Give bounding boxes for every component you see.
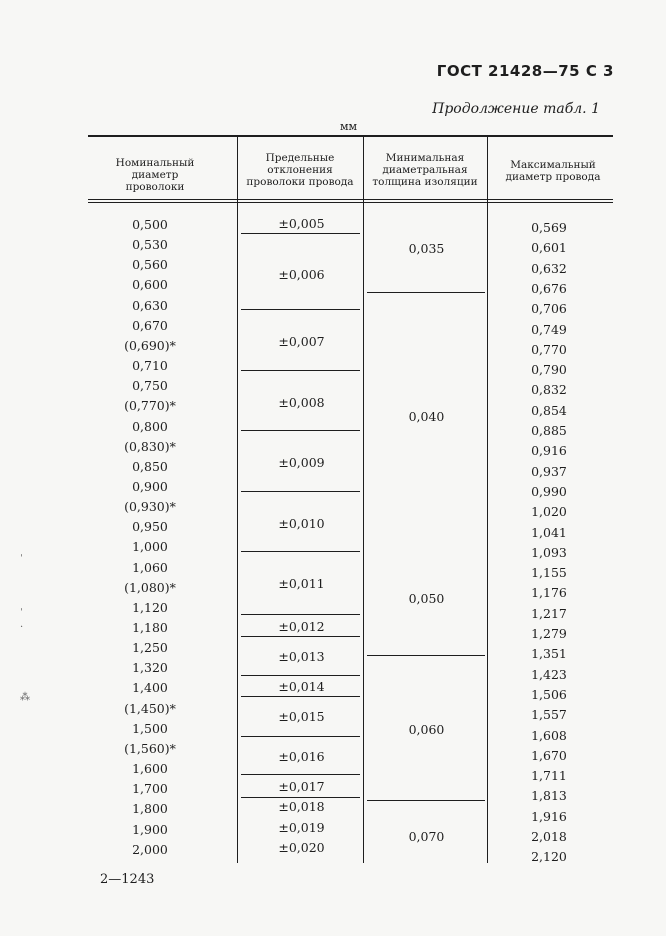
nominal-diameter-cell: 0,600 — [132, 277, 168, 292]
deviation-group-rule — [241, 370, 360, 371]
column-header-insulation: Минимальная диаметральная толщина изоляции — [372, 152, 478, 188]
max-diameter-cell: 0,706 — [531, 301, 567, 316]
deviation-cell: ±0,016 — [278, 749, 325, 764]
max-diameter-cell: 1,093 — [531, 545, 567, 560]
nominal-diameter-cell: 0,850 — [132, 459, 168, 474]
insulation-thickness-cell: 0,050 — [408, 591, 445, 606]
column-divider-2 — [363, 137, 364, 863]
deviation-cell: ±0,007 — [278, 334, 325, 349]
nominal-diameter-cell: 1,400 — [132, 680, 168, 695]
scan-speck: ˌ — [20, 601, 23, 612]
max-diameter-cell: 1,916 — [531, 809, 567, 824]
nominal-diameter-cell: 0,560 — [132, 257, 168, 272]
table-top-rule — [88, 135, 613, 137]
deviation-cell: ±0,008 — [278, 395, 325, 410]
nominal-diameter-cell: 1,600 — [132, 761, 168, 776]
max-diameter-cell: 0,832 — [531, 382, 567, 397]
max-diameter-cell: 1,423 — [531, 667, 567, 682]
deviation-group-rule — [241, 797, 360, 798]
nominal-diameter-cell: (0,690)* — [124, 338, 176, 353]
max-diameter-cell: 0,854 — [531, 403, 567, 418]
nominal-diameter-cell: 1,500 — [132, 721, 168, 736]
insulation-group-rule — [367, 800, 485, 801]
deviation-cell: ±0,009 — [278, 455, 325, 470]
max-diameter-cell: 1,020 — [531, 504, 567, 519]
insulation-thickness-cell: 0,060 — [408, 722, 445, 737]
insulation-thickness-cell: 0,070 — [408, 829, 445, 844]
nominal-diameter-cell: 2,000 — [132, 842, 168, 857]
max-diameter-cell: 1,608 — [531, 728, 567, 743]
deviation-cell: ±0,020 — [278, 840, 325, 855]
max-diameter-cell: 1,506 — [531, 687, 567, 702]
max-diameter-cell: 1,217 — [531, 606, 567, 621]
nominal-diameter-cell: 0,800 — [132, 419, 168, 434]
max-diameter-cell: 2,018 — [531, 829, 567, 844]
deviation-group-rule — [241, 309, 360, 310]
max-diameter-cell: 1,557 — [531, 707, 567, 722]
max-diameter-cell: 0,990 — [531, 484, 567, 499]
column-divider-3 — [487, 137, 488, 863]
deviation-cell: ±0,010 — [278, 516, 325, 531]
scan-speck: ˌ — [20, 547, 23, 558]
max-diameter-cell: 2,120 — [531, 849, 567, 864]
scan-speck: ⁂ — [20, 692, 30, 703]
deviation-cell: ±0,018 — [278, 799, 325, 814]
nominal-diameter-cell: (1,560)* — [124, 741, 176, 756]
nominal-diameter-cell: 1,800 — [132, 801, 168, 816]
nominal-diameter-cell: 1,060 — [132, 560, 168, 575]
header-bottom-rule-2 — [88, 202, 613, 203]
unit-label: мм — [340, 120, 358, 133]
nominal-diameter-cell: 0,950 — [132, 519, 168, 534]
deviation-group-rule — [241, 430, 360, 431]
document-code: ГОСТ 21428—75 С 3 — [436, 62, 614, 80]
max-diameter-cell: 0,749 — [531, 322, 567, 337]
deviation-group-rule — [241, 675, 360, 676]
nominal-diameter-cell: 1,320 — [132, 660, 168, 675]
deviation-cell: ±0,005 — [278, 216, 325, 231]
deviation-group-rule — [241, 636, 360, 637]
deviation-cell: ±0,013 — [278, 649, 325, 664]
max-diameter-cell: 1,813 — [531, 788, 567, 803]
deviation-cell: ±0,015 — [278, 709, 325, 724]
insulation-thickness-cell: 0,035 — [408, 241, 445, 256]
column-header-deviation: Предельные отклонения проволоки провода — [246, 152, 354, 188]
deviation-group-rule — [241, 736, 360, 737]
deviation-cell: ±0,012 — [278, 619, 325, 634]
nominal-diameter-cell: (0,830)* — [124, 439, 176, 454]
deviation-group-rule — [241, 491, 360, 492]
max-diameter-cell: 1,670 — [531, 748, 567, 763]
max-diameter-cell: 0,790 — [531, 362, 567, 377]
insulation-group-rule — [367, 655, 485, 656]
insulation-group-rule — [367, 292, 485, 293]
deviation-cell: ±0,011 — [278, 576, 325, 591]
nominal-diameter-cell: 0,630 — [132, 298, 168, 313]
column-header-nominal: Номинальный диаметр проволоки — [115, 157, 195, 193]
max-diameter-cell: 0,676 — [531, 281, 567, 296]
max-diameter-cell: 0,632 — [531, 261, 567, 276]
deviation-cell: ±0,006 — [278, 267, 325, 282]
column-header-max-diameter: Максимальный диаметр провода — [505, 159, 601, 183]
nominal-diameter-cell: 1,700 — [132, 781, 168, 796]
deviation-cell: ±0,019 — [278, 820, 325, 835]
nominal-diameter-cell: 0,530 — [132, 237, 168, 252]
nominal-diameter-cell: 1,900 — [132, 822, 168, 837]
nominal-diameter-cell: 1,000 — [132, 539, 168, 554]
deviation-cell: ±0,017 — [278, 779, 325, 794]
header-bottom-rule — [88, 199, 613, 200]
max-diameter-cell: 0,601 — [531, 240, 567, 255]
nominal-diameter-cell: 0,500 — [132, 217, 168, 232]
max-diameter-cell: 1,711 — [531, 768, 567, 783]
deviation-group-rule — [241, 696, 360, 697]
nominal-diameter-cell: 0,900 — [132, 479, 168, 494]
nominal-diameter-cell: (0,930)* — [124, 499, 176, 514]
nominal-diameter-cell: 1,120 — [132, 600, 168, 615]
nominal-diameter-cell: 0,710 — [132, 358, 168, 373]
max-diameter-cell: 1,041 — [531, 525, 567, 540]
deviation-group-rule — [241, 774, 360, 775]
max-diameter-cell: 0,916 — [531, 443, 567, 458]
nominal-diameter-cell: 0,750 — [132, 378, 168, 393]
nominal-diameter-cell: 1,250 — [132, 640, 168, 655]
max-diameter-cell: 0,937 — [531, 464, 567, 479]
scan-speck: · — [20, 622, 24, 633]
max-diameter-cell: 1,351 — [531, 646, 567, 661]
table-continuation-caption: Продолжение табл. 1 — [432, 101, 600, 117]
max-diameter-cell: 1,279 — [531, 626, 567, 641]
nominal-diameter-cell: (1,450)* — [124, 701, 176, 716]
max-diameter-cell: 0,770 — [531, 342, 567, 357]
max-diameter-cell: 1,155 — [531, 565, 567, 580]
max-diameter-cell: 0,569 — [531, 220, 567, 235]
deviation-group-rule — [241, 551, 360, 552]
deviation-cell: ±0,014 — [278, 679, 325, 694]
nominal-diameter-cell: 1,180 — [132, 620, 168, 635]
insulation-thickness-cell: 0,040 — [408, 409, 445, 424]
deviation-group-rule — [241, 614, 360, 615]
nominal-diameter-cell: 0,670 — [132, 318, 168, 333]
max-diameter-cell: 1,176 — [531, 585, 567, 600]
column-divider-1 — [237, 137, 238, 863]
page-signature: 2—1243 — [100, 872, 155, 887]
deviation-group-rule — [241, 233, 360, 234]
nominal-diameter-cell: (0,770)* — [124, 398, 176, 413]
max-diameter-cell: 0,885 — [531, 423, 567, 438]
nominal-diameter-cell: (1,080)* — [124, 580, 176, 595]
